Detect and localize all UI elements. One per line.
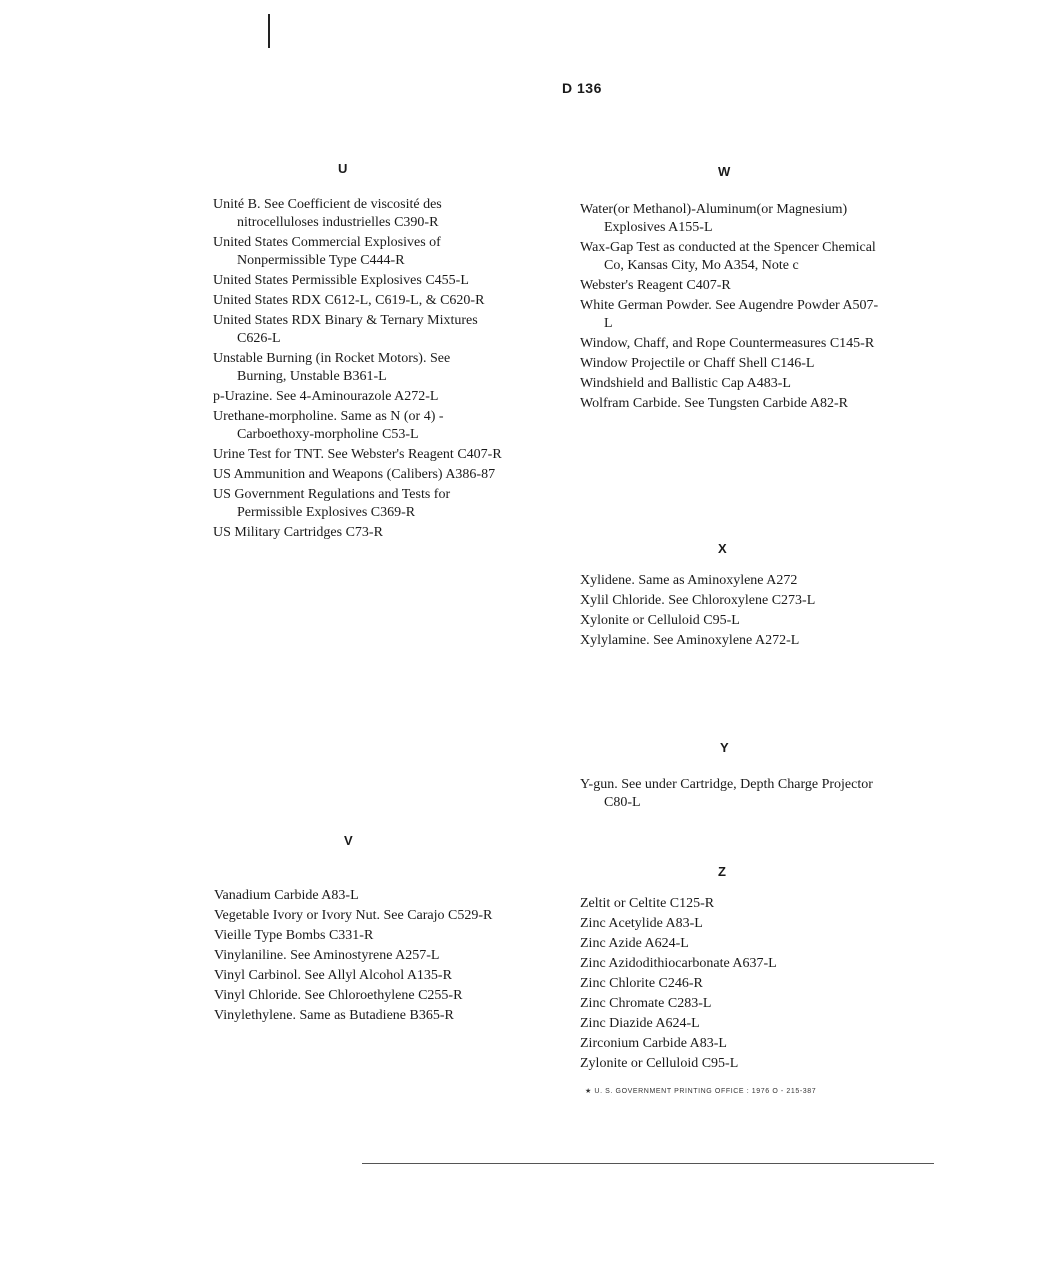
printing-office-note: ★ U. S. GOVERNMENT PRINTING OFFICE : 1976 O - 215-387 [585,1088,817,1095]
index-entry: Zinc Acetylide A83-L [580,916,703,931]
margin-mark [268,14,270,48]
index-entry: Zinc Azidodithiocarbonate A637-L [580,956,777,971]
index-entry: Vinylaniline. See Aminostyrene A257-L [214,948,440,963]
index-entry: Y-gun. See under Cartridge, Depth Charge Projector C80-L [580,777,873,810]
index-entry: US Military Cartridges C73-R [213,525,383,540]
section-v-entries [214,887,514,1027]
index-entry: Zirconium Carbide A83-L [580,1036,727,1051]
section-letter-u: U [338,161,348,176]
index-entry: Unité B. See Coefficient de viscosité des nitrocelluloses industrielles C390-R [213,197,442,230]
index-entry: Zinc Diazide A624-L [580,1016,700,1031]
section-x-entries [580,572,880,652]
index-entry: Wax-Gap Test as conducted at the Spencer Chemical Co, Kansas City, Mo A354, Note c [580,240,876,273]
index-entry: United States Permissible Explosives C455-L [213,273,469,288]
index-entry: Vieille Type Bombs C331-R [214,928,374,943]
index-entry: Zeltit or Celtite C125-R [580,896,715,911]
index-entry: Xylylamine. See Aminoxylene A272-L [580,633,800,648]
index-entry: Zinc Azide A624-L [580,936,689,951]
bottom-rule [362,1163,934,1164]
index-entry: Vanadium Carbide A83-L [214,888,359,903]
index-entry: US Ammunition and Weapons (Calibers) A386-87 [213,467,496,482]
index-entry: Window, Chaff, and Rope Countermeasures C145-R [580,336,875,351]
section-letter-w: W [718,164,731,179]
index-entry: Wolfram Carbide. See Tungsten Carbide A82-R [580,396,848,411]
section-letter-v: V [344,833,353,848]
index-entry: United States RDX Binary & Ternary Mixtures C626-L [213,313,478,346]
index-entry: United States Commercial Explosives of Nonpermissible Type C444-R [213,235,441,268]
section-w-entries [580,201,880,415]
index-entry: p-Urazine. See 4-Aminourazole A272-L [213,389,439,404]
index-entry: United States RDX C612-L, C619-L, & C620-R [213,293,485,308]
section-letter-x: X [718,541,727,556]
section-letter-y: Y [720,740,729,755]
section-letter-z: Z [718,864,726,879]
index-entry: Zylonite or Celluloid C95-L [580,1056,739,1071]
index-entry: White German Powder. See Augendre Powder A507-L [580,298,879,331]
index-entry: Vinylethylene. Same as Butadiene B365-R [214,1008,454,1023]
index-entry: Zinc Chromate C283-L [580,996,712,1011]
section-y-entries [580,776,880,814]
index-entry: Urethane-morpholine. Same as N (or 4) -Carboethoxy-morpholine C53-L [213,409,444,442]
index-entry: Webster's Reagent C407-R [580,278,731,293]
section-z-entries [580,895,880,1075]
index-entry: US Government Regulations and Tests for Permissible Explosives C369-R [213,487,451,520]
index-entry: Vinyl Carbinol. See Allyl Alcohol A135-R [214,968,452,983]
index-entry: Vinyl Chloride. See Chloroethylene C255-R [214,988,463,1003]
index-entry: Xylonite or Celluloid C95-L [580,613,740,628]
index-entry: Xylil Chloride. See Chloroxylene C273-L [580,593,816,608]
index-entry: Windshield and Ballistic Cap A483-L [580,376,791,391]
index-entry: Urine Test for TNT. See Webster's Reagent C407-R [213,447,502,462]
page-number: D 136 [562,80,602,96]
index-entry: Unstable Burning (in Rocket Motors). See Burning, Unstable B361-L [213,351,451,384]
index-entry: Water(or Methanol)-Aluminum(or Magnesium) Explosives A155-L [580,202,848,235]
section-u-entries [213,196,503,544]
index-entry: Xylidene. Same as Aminoxylene A272 [580,573,798,588]
index-entry: Vegetable Ivory or Ivory Nut. See Carajo C529-R [214,908,493,923]
index-entry: Zinc Chlorite C246-R [580,976,703,991]
index-entry: Window Projectile or Chaff Shell C146-L [580,356,815,371]
